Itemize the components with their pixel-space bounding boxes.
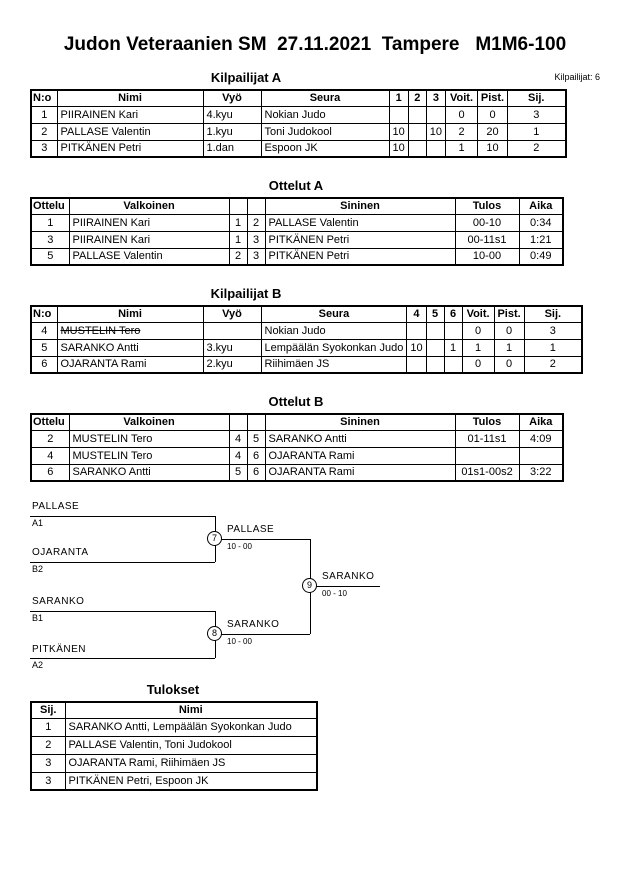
header-sij: Sij. bbox=[508, 90, 566, 106]
name-cell: SARANKO Antti bbox=[57, 339, 203, 356]
header-opp-1: 1 bbox=[389, 90, 408, 106]
header-row bbox=[31, 414, 563, 430]
wins-cell: 1 bbox=[446, 140, 478, 157]
name-club-cell: PITKÄNEN Petri, Espoon JK bbox=[65, 772, 317, 790]
result-cell: 01-11s1 bbox=[455, 430, 519, 447]
bracket-slot-name: SARANKO bbox=[32, 596, 85, 607]
belt-cell: 3.kyu bbox=[203, 339, 261, 356]
club-cell: Nokian Judo bbox=[261, 322, 407, 339]
blue-no-cell: 5 bbox=[247, 430, 265, 447]
score-cell bbox=[426, 140, 445, 157]
wins-cell: 0 bbox=[446, 106, 478, 123]
white-no-cell: 4 bbox=[229, 430, 247, 447]
pool-a-header bbox=[30, 70, 600, 85]
name-cell: PIIRAINEN Kari bbox=[57, 106, 203, 123]
place-cell: 2 bbox=[524, 356, 582, 373]
place-cell: 3 bbox=[508, 106, 566, 123]
bracket-match-score: 10 - 00 bbox=[227, 542, 252, 551]
header-vyo: Vyö bbox=[203, 306, 261, 322]
table-row bbox=[31, 754, 317, 772]
score-cell: 10 bbox=[389, 140, 408, 157]
blue-name-cell: OJARANTA Rami bbox=[265, 464, 455, 481]
score-cell: 10 bbox=[407, 339, 426, 356]
bracket-slot-name: OJARANTA bbox=[32, 547, 89, 558]
blue-no-cell: 6 bbox=[247, 464, 265, 481]
pool-a-table bbox=[30, 89, 567, 158]
white-name-cell: PIIRAINEN Kari bbox=[69, 231, 229, 248]
time-cell: 3:22 bbox=[519, 464, 563, 481]
table-row bbox=[31, 140, 566, 157]
bracket-match-score: 00 - 10 bbox=[322, 589, 347, 598]
match-no-cell: 1 bbox=[31, 214, 69, 231]
results-title: Tulokset bbox=[146, 682, 200, 697]
table-row bbox=[31, 106, 566, 123]
points-cell: 0 bbox=[494, 356, 524, 373]
header-opp-6: 6 bbox=[444, 306, 462, 322]
bracket-slot-name: PALLASE bbox=[32, 501, 80, 512]
header-row bbox=[31, 198, 563, 214]
results-table bbox=[30, 701, 318, 791]
header-opp-2: 2 bbox=[408, 90, 426, 106]
belt-cell bbox=[203, 322, 261, 339]
white-name-cell: MUSTELIN Tero bbox=[69, 430, 229, 447]
header-ottelu: Ottelu bbox=[31, 414, 69, 430]
no-cell: 6 bbox=[31, 356, 57, 373]
place-cell: 1 bbox=[31, 718, 65, 736]
header-aika: Aika bbox=[519, 198, 563, 214]
belt-cell: 1.kyu bbox=[203, 123, 261, 140]
points-cell: 10 bbox=[478, 140, 508, 157]
header-blank bbox=[229, 198, 247, 214]
club-cell: Toni Judokool bbox=[261, 123, 389, 140]
name-club-cell: SARANKO Antti, Lempäälän Syokonkan Judo bbox=[65, 718, 317, 736]
wins-cell: 2 bbox=[446, 123, 478, 140]
table-row bbox=[31, 231, 563, 248]
white-name-cell: SARANKO Antti bbox=[69, 464, 229, 481]
header-sininen: Sininen bbox=[265, 198, 455, 214]
score-cell bbox=[426, 322, 444, 339]
white-no-cell: 1 bbox=[229, 231, 247, 248]
header-sij: Sij. bbox=[524, 306, 582, 322]
bracket-winner-name: SARANKO bbox=[322, 571, 375, 582]
wins-cell: 0 bbox=[462, 322, 494, 339]
time-cell: 1:21 bbox=[519, 231, 563, 248]
blue-name-cell: PITKÄNEN Petri bbox=[265, 231, 455, 248]
table-row bbox=[31, 447, 563, 464]
bracket-line bbox=[30, 516, 215, 517]
white-no-cell: 4 bbox=[229, 447, 247, 464]
header-tulos: Tulos bbox=[455, 198, 519, 214]
no-cell: 2 bbox=[31, 123, 57, 140]
name-club-cell: OJARANTA Rami, Riihimäen JS bbox=[65, 754, 317, 772]
place-cell: 3 bbox=[31, 754, 65, 772]
page-title: Judon Veteraanien SM 27.11.2021 Tampere M1M6-100 bbox=[63, 34, 567, 55]
white-name-cell: MUSTELIN Tero bbox=[69, 447, 229, 464]
name-cell: PITKÄNEN Petri bbox=[57, 140, 203, 157]
points-cell: 0 bbox=[478, 106, 508, 123]
header-blank bbox=[247, 414, 265, 430]
points-cell: 0 bbox=[494, 322, 524, 339]
score-cell: 1 bbox=[444, 339, 462, 356]
header-ottelu: Ottelu bbox=[31, 198, 69, 214]
score-cell bbox=[389, 106, 408, 123]
elimination-bracket bbox=[30, 496, 590, 678]
place-cell: 2 bbox=[508, 140, 566, 157]
pool-b-table bbox=[30, 305, 583, 374]
header-nimi: Nimi bbox=[65, 702, 317, 718]
name-club-cell: PALLASE Valentin, Toni Judokool bbox=[65, 736, 317, 754]
white-name-cell: PIIRAINEN Kari bbox=[69, 214, 229, 231]
header-nimi: Nimi bbox=[57, 306, 203, 322]
table-row bbox=[31, 214, 563, 231]
time-cell: 0:34 bbox=[519, 214, 563, 231]
score-cell bbox=[408, 140, 426, 157]
bracket-line bbox=[30, 611, 215, 612]
bracket-winner-name: PALLASE bbox=[227, 524, 275, 535]
place-cell: 3 bbox=[31, 772, 65, 790]
bracket-slot-seed: B2 bbox=[32, 564, 44, 574]
pool-b-title: Kilpailijat B bbox=[210, 286, 282, 301]
header-valkoinen: Valkoinen bbox=[69, 198, 229, 214]
score-cell bbox=[444, 322, 462, 339]
blue-no-cell: 3 bbox=[247, 231, 265, 248]
match-number-badge: 9 bbox=[302, 578, 317, 593]
points-cell: 1 bbox=[494, 339, 524, 356]
place-cell: 1 bbox=[508, 123, 566, 140]
header-blank bbox=[247, 198, 265, 214]
time-cell: 0:49 bbox=[519, 248, 563, 265]
header-row bbox=[31, 306, 582, 322]
bracket-slot-name: PITKÄNEN bbox=[32, 644, 87, 655]
header-opp-3: 3 bbox=[426, 90, 445, 106]
time-cell: 4:09 bbox=[519, 430, 563, 447]
blue-name-cell: PITKÄNEN Petri bbox=[265, 248, 455, 265]
club-cell: Espoon JK bbox=[261, 140, 389, 157]
bracket-slot-seed: A1 bbox=[32, 518, 44, 528]
bracket-match-score: 10 - 00 bbox=[227, 637, 252, 646]
name-cell: PALLASE Valentin bbox=[57, 123, 203, 140]
header-opp-4: 4 bbox=[407, 306, 426, 322]
wins-cell: 1 bbox=[462, 339, 494, 356]
result-cell: 00-11s1 bbox=[455, 231, 519, 248]
belt-cell: 1.dan bbox=[203, 140, 261, 157]
belt-cell: 4.kyu bbox=[203, 106, 261, 123]
match-number-badge: 8 bbox=[207, 626, 222, 641]
header-pist: Pist. bbox=[478, 90, 508, 106]
match-number-badge: 7 bbox=[207, 531, 222, 546]
result-cell: 10-00 bbox=[455, 248, 519, 265]
bracket-line bbox=[215, 634, 310, 635]
no-cell: 1 bbox=[31, 106, 57, 123]
header-nimi: Nimi bbox=[57, 90, 203, 106]
header-vyo: Vyö bbox=[203, 90, 261, 106]
table-row bbox=[31, 356, 582, 373]
match-no-cell: 2 bbox=[31, 430, 69, 447]
table-row bbox=[31, 718, 317, 736]
club-cell: Riihimäen JS bbox=[261, 356, 407, 373]
name-cell-withdrawn: MUSTELIN Tero bbox=[57, 322, 203, 339]
white-no-cell: 5 bbox=[229, 464, 247, 481]
score-cell bbox=[426, 339, 444, 356]
table-row bbox=[31, 464, 563, 481]
match-no-cell: 3 bbox=[31, 231, 69, 248]
matches-b-title: Ottelut B bbox=[268, 394, 324, 409]
bracket-line bbox=[310, 586, 380, 587]
table-row bbox=[31, 322, 582, 339]
header-no: N:o bbox=[31, 90, 57, 106]
wins-cell: 0 bbox=[462, 356, 494, 373]
no-cell: 4 bbox=[31, 322, 57, 339]
score-cell bbox=[444, 356, 462, 373]
belt-cell: 2.kyu bbox=[203, 356, 261, 373]
bracket-line bbox=[30, 658, 215, 659]
blue-no-cell: 2 bbox=[247, 214, 265, 231]
score-cell: 10 bbox=[426, 123, 445, 140]
table-row bbox=[31, 248, 563, 265]
header-voit: Voit. bbox=[446, 90, 478, 106]
no-cell: 3 bbox=[31, 140, 57, 157]
header-seura: Seura bbox=[261, 90, 389, 106]
matches-b-table bbox=[30, 413, 564, 482]
match-no-cell: 4 bbox=[31, 447, 69, 464]
match-no-cell: 6 bbox=[31, 464, 69, 481]
club-cell: Lempäälän Syokonkan Judo bbox=[261, 339, 407, 356]
pool-a-title: Kilpailijat A bbox=[210, 70, 282, 85]
score-cell: 10 bbox=[389, 123, 408, 140]
header-sij: Sij. bbox=[31, 702, 65, 718]
name-cell: OJARANTA Rami bbox=[57, 356, 203, 373]
matches-a-table bbox=[30, 197, 564, 266]
blue-name-cell: OJARANTA Rami bbox=[265, 447, 455, 464]
header-aika: Aika bbox=[519, 414, 563, 430]
matches-a-title: Ottelut A bbox=[268, 178, 324, 193]
score-cell bbox=[407, 356, 426, 373]
score-cell bbox=[426, 356, 444, 373]
time-cell bbox=[519, 447, 563, 464]
competitors-count: Kilpailijat: 6 bbox=[554, 72, 600, 82]
result-cell: 01s1-00s2 bbox=[455, 464, 519, 481]
table-row bbox=[31, 430, 563, 447]
header-row bbox=[31, 90, 566, 106]
blue-name-cell: PALLASE Valentin bbox=[265, 214, 455, 231]
blue-name-cell: SARANKO Antti bbox=[265, 430, 455, 447]
pool-b-header bbox=[30, 286, 562, 301]
bracket-line bbox=[215, 539, 310, 540]
header-voit: Voit. bbox=[462, 306, 494, 322]
header-row bbox=[31, 702, 317, 718]
table-row bbox=[31, 339, 582, 356]
table-row bbox=[31, 123, 566, 140]
bracket-slot-seed: B1 bbox=[32, 613, 44, 623]
blue-no-cell: 3 bbox=[247, 248, 265, 265]
bracket-slot-seed: A2 bbox=[32, 660, 44, 670]
header-opp-5: 5 bbox=[426, 306, 444, 322]
club-cell: Nokian Judo bbox=[261, 106, 389, 123]
header-tulos: Tulos bbox=[455, 414, 519, 430]
place-cell: 2 bbox=[31, 736, 65, 754]
score-cell bbox=[426, 106, 445, 123]
white-no-cell: 2 bbox=[229, 248, 247, 265]
result-cell: 00-10 bbox=[455, 214, 519, 231]
header-valkoinen: Valkoinen bbox=[69, 414, 229, 430]
blue-no-cell: 6 bbox=[247, 447, 265, 464]
table-row bbox=[31, 772, 317, 790]
bracket-line bbox=[30, 562, 215, 563]
header-seura: Seura bbox=[261, 306, 407, 322]
table-row bbox=[31, 736, 317, 754]
no-cell: 5 bbox=[31, 339, 57, 356]
white-no-cell: 1 bbox=[229, 214, 247, 231]
score-cell bbox=[408, 123, 426, 140]
match-no-cell: 5 bbox=[31, 248, 69, 265]
points-cell: 20 bbox=[478, 123, 508, 140]
header-blank bbox=[229, 414, 247, 430]
header-no: N:o bbox=[31, 306, 57, 322]
place-cell: 1 bbox=[524, 339, 582, 356]
bracket-winner-name: SARANKO bbox=[227, 619, 280, 630]
white-name-cell: PALLASE Valentin bbox=[69, 248, 229, 265]
place-cell: 3 bbox=[524, 322, 582, 339]
score-cell bbox=[408, 106, 426, 123]
result-cell bbox=[455, 447, 519, 464]
score-cell bbox=[407, 322, 426, 339]
header-sininen: Sininen bbox=[265, 414, 455, 430]
header-pist: Pist. bbox=[494, 306, 524, 322]
